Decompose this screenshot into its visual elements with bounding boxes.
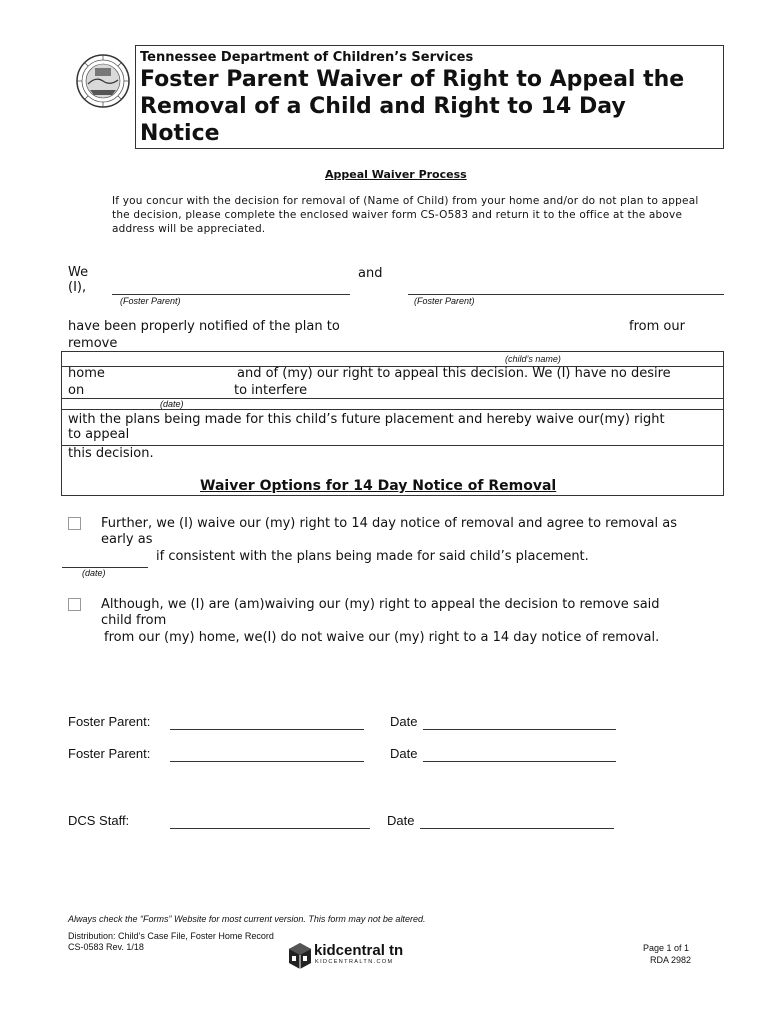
intro-line-1: If you concur with the decision for removal of (Name of Child) from your home and/or do not plan to appeal bbox=[112, 195, 699, 207]
option-1-line-2: early as bbox=[101, 532, 153, 547]
form-number: CS-0583 Rev. 1/18 bbox=[68, 942, 144, 952]
kidcentral-logo-text: kidcentral tn bbox=[314, 942, 404, 959]
foster-parent-2-signature-label: Foster Parent: bbox=[68, 746, 151, 761]
foster-parent-1-signature-field[interactable] bbox=[170, 729, 364, 730]
intro-line-3: address will be appreciated. bbox=[112, 223, 266, 235]
date-3-label: Date bbox=[387, 813, 415, 828]
option-1-date-caption: (date) bbox=[82, 568, 106, 578]
foster-parent-1-name-field[interactable] bbox=[112, 294, 350, 295]
option-1-checkbox[interactable] bbox=[68, 517, 81, 530]
date-2-field[interactable] bbox=[423, 761, 616, 762]
option-2-line-1: Although, we (I) are (am)waiving our (my) right to appeal the decision to remove said bbox=[101, 597, 660, 612]
department-name: Tennessee Department of Children’s Services bbox=[140, 50, 474, 65]
date-2-label: Date bbox=[390, 746, 418, 761]
rda-number: RDA 2982 bbox=[650, 955, 692, 965]
and-label: and bbox=[358, 266, 383, 281]
on-text: on bbox=[68, 383, 85, 398]
form-title-line-1: Foster Parent Waiver of Right to Appeal the bbox=[140, 67, 685, 92]
option-2-line-2: child from bbox=[101, 613, 167, 628]
forms-notice: Always check the “Forms” Website for most current version. This form may not be altered. bbox=[68, 914, 426, 924]
right-to-appeal-text: and of (my) our right to appeal this decision. We (I) have no desire bbox=[237, 366, 671, 381]
kidcentral-cube-icon bbox=[288, 942, 312, 970]
this-decision-text: this decision. bbox=[68, 446, 154, 461]
dcs-staff-signature-label: DCS Staff: bbox=[68, 813, 130, 828]
page-number: Page 1 of 1 bbox=[643, 943, 690, 953]
appeal-intro-paragraph bbox=[112, 194, 732, 236]
dcs-staff-signature-field[interactable] bbox=[170, 828, 370, 829]
foster-parent-caption-2: (Foster Parent) bbox=[414, 296, 475, 306]
waiver-options-heading: Waiver Options for 14 Day Notice of Removal bbox=[200, 478, 557, 494]
foster-parent-2-signature-field[interactable] bbox=[170, 761, 364, 762]
date-1-label: Date bbox=[390, 714, 418, 729]
form-title-line-2: Removal of a Child and Right to 14 Day bbox=[140, 94, 626, 119]
foster-parent-caption-1: (Foster Parent) bbox=[120, 296, 181, 306]
interfere-text: to interfere bbox=[234, 383, 308, 398]
distribution-text: Distribution: Child’s Case File, Foster Home Record bbox=[68, 931, 274, 941]
option-1-line-1: Further, we (I) waive our (my) right to 14 day notice of removal and agree to removal as bbox=[101, 516, 677, 531]
option-1-line-3: if consistent with the plans being made for said child’s placement. bbox=[156, 549, 589, 564]
kidcentral-logo bbox=[288, 942, 413, 970]
from-our-text: from our bbox=[629, 319, 685, 334]
home-text: home bbox=[68, 366, 105, 381]
appeal-waiver-process-heading: Appeal Waiver Process bbox=[325, 168, 467, 181]
option-2-checkbox[interactable] bbox=[68, 598, 81, 611]
plans-text-line-2: to appeal bbox=[68, 427, 130, 442]
we-label: We bbox=[68, 265, 89, 280]
foster-parent-2-name-field[interactable] bbox=[408, 294, 724, 295]
intro-line-2: the decision, please complete the enclosed waiver form CS-O583 and return it to the office at the above bbox=[112, 209, 683, 221]
option-2-line-3: from our (my) home, we(I) do not waive our (my) right to a 14 day notice of removal. bbox=[104, 630, 660, 645]
statement-divider-4 bbox=[61, 445, 724, 446]
form-header-box bbox=[135, 45, 724, 149]
childs-name-caption: (child’s name) bbox=[505, 354, 561, 364]
statement-divider-3 bbox=[61, 409, 724, 410]
notified-text: have been properly notified of the plan to bbox=[68, 319, 340, 334]
form-title bbox=[140, 66, 720, 147]
i-label: (I), bbox=[68, 280, 87, 295]
kidcentral-logo-subtext: KIDCENTRALTN.COM bbox=[315, 959, 394, 965]
date-caption: (date) bbox=[160, 399, 184, 409]
tennessee-state-seal bbox=[76, 54, 130, 108]
remove-text: remove bbox=[68, 336, 118, 351]
plans-text bbox=[68, 412, 718, 442]
foster-parent-1-signature-label: Foster Parent: bbox=[68, 714, 151, 729]
plans-text-line-1: with the plans being made for this child’s future placement and hereby waive our(my) right bbox=[68, 412, 665, 427]
date-3-field[interactable] bbox=[420, 828, 614, 829]
form-title-line-3: Notice bbox=[140, 121, 220, 146]
date-1-field[interactable] bbox=[423, 729, 616, 730]
